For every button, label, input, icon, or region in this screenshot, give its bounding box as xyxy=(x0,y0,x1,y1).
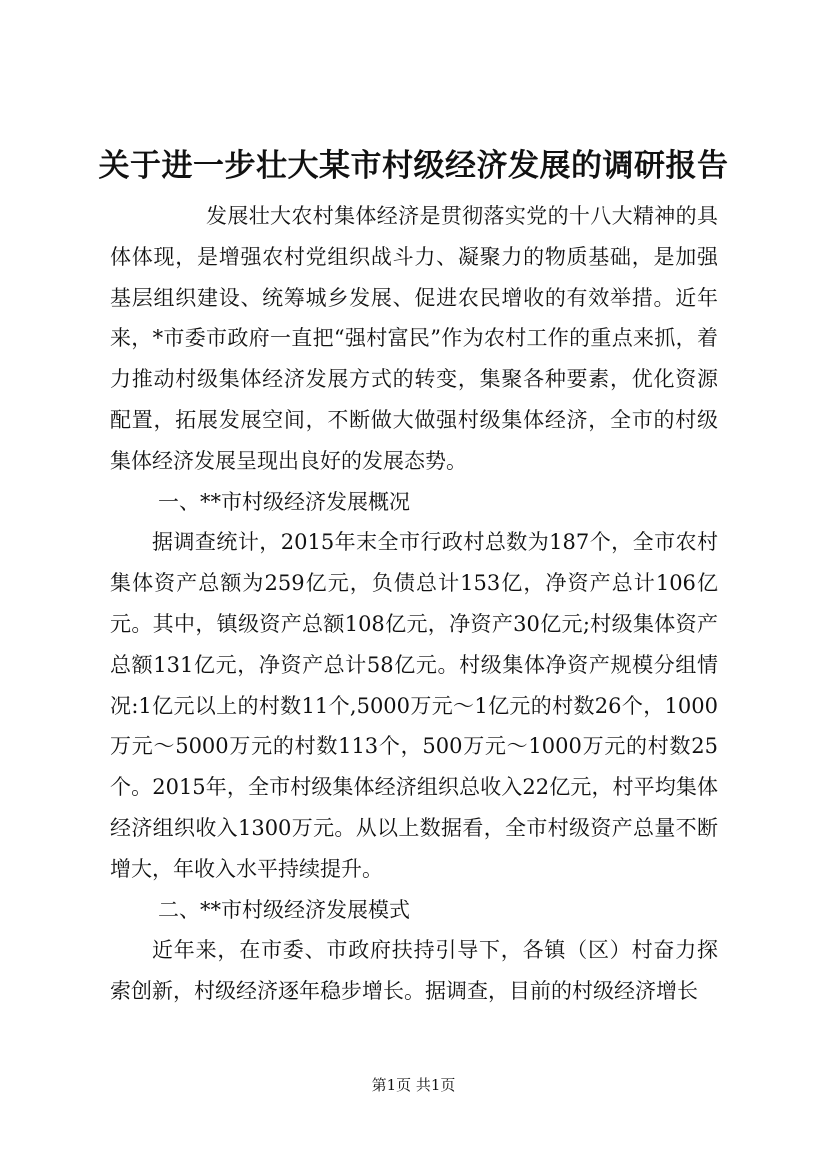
intro-paragraph: 发展壮大农村集体经济是贯彻落实党的十八大精神的具体体现，是增强农村党组织战斗力、凝聚力的物质基础，是加强基层组织建设、统筹城乡发展、促进农民增收的有效举措。近年来，*市委市政府一直把“强村富民”作为农村工作的重点来抓，着力推动村级集体经济发展方式的转变，集聚各种要素，优化资源配置，拓展发展空间，不断做大做强村级集体经济，全市的村级集体经济发展呈现出良好的发展态势。 xyxy=(110,204,718,473)
models-paragraph: 近年来，在市委、市政府扶持引导下，各镇（区）村奋力探索创新，村级经济逐年稳步增长。据调查，目前的村级经济增长 xyxy=(110,938,718,1004)
section-heading-models: 二、**市村级经济发展模式 xyxy=(158,897,410,922)
page-footer: 第1页 共1页 xyxy=(371,1076,456,1094)
overview-paragraph: 据调查统计，2015年末全市行政村总数为187个，全市农村集体资产总额为259亿元，负债总计153亿，净资产总计106亿元。其中，镇级资产总额108亿元，净资产30亿元;村级集体资产总额131亿元，净资产总计58亿元。村级集体净资产规模分组情况:1亿元以上的村数11个,5000万元～1亿元的村数26个，1000万元～5000万元的村数113个，500万元～1000万元的村数25个。2015年，全市村级集体经济组织总收入22亿元，村平均集体经济组织收入1300万元。从以上数据看，全市村级资产总量不断增大，年收入水平持续提升。 xyxy=(110,530,718,881)
section-heading-overview: 一、**市村级经济发展概况 xyxy=(158,489,410,514)
document-title: 关于进一步壮大某市村级经济发展的调研报告 xyxy=(98,148,729,184)
document-body xyxy=(110,196,718,1012)
